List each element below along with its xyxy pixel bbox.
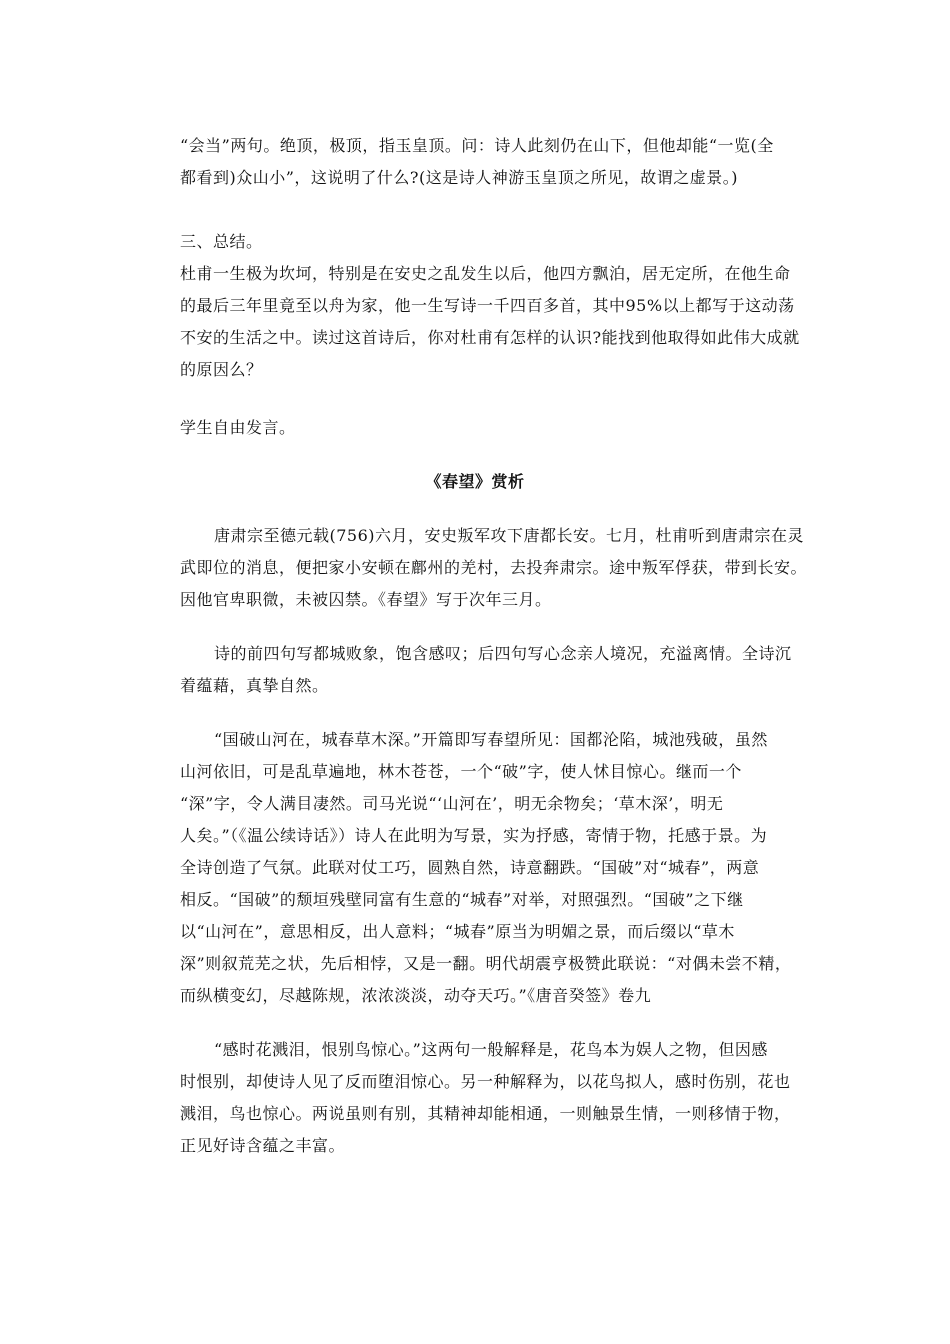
text-line: 以“山河在”，意思相反，出人意料；“城春”原当为明媚之景，而后缀以“草木: [180, 922, 735, 941]
text-line: 山河依旧，可是乱草遍地，林木苍苍，一个“破”字，使人怵目惊心。继而一个: [180, 762, 742, 781]
text-line: 着蕴藉，真挚自然。: [180, 676, 329, 695]
text-line: 不安的生活之中。读过这首诗后，你对杜甫有怎样的认识?能找到他取得如此伟大成就: [180, 328, 800, 347]
article-title: 《春望》赏析: [425, 472, 525, 491]
text-line: 诗的前四句写都城败象，饱含感叹；后四句写心念亲人境况，充溢离情。全诗沉: [214, 644, 792, 663]
text-line: 相反。“国破”的颓垣残壁同富有生意的“城春”对举，对照强烈。“国破”之下继: [180, 890, 744, 909]
text-line: “深”字，令人满目凄然。司马光说“‘山河在’，明无余物矣；‘草木深’，明无: [180, 794, 724, 813]
text-line: 都看到)众山小”，这说明了什么?(这是诗人神游玉皇顶之所见，故谓之虚景。): [180, 168, 738, 187]
text-line: “国破山河在，城春草木深。”开篇即写春望所见：国都沦陷，城池残破，虽然: [214, 730, 768, 749]
text-line: 的最后三年里竟至以舟为家，他一生写诗一千四百多首，其中95%以上都写于这动荡: [180, 296, 795, 315]
text-line: “会当”两句。绝顶，极顶，指玉皇顶。问：诗人此刻仍在山下，但他却能“一览(全: [180, 136, 774, 155]
text-line: 深”则叙荒芜之状，先后相悖，又是一翻。明代胡震亨极赞此联说：“对偶未尝不精，: [180, 954, 792, 973]
text-line: 武即位的消息，便把家小安顿在鄜州的羌村，去投奔肃宗。途中叛军俘获，带到长安。: [180, 558, 808, 577]
text-line: 而纵横变幻，尽越陈规，浓浓淡淡，动夺天巧。”《唐音癸签》卷九: [180, 986, 652, 1005]
text-line: 人矣。”（《温公续诗话》）诗人在此明为写景，实为抒感，寄情于物，托感于景。为: [180, 826, 768, 845]
text-line: 时恨别，却使诗人见了反而堕泪惊心。另一种解释为，以花鸟拟人，感时伤别，花也: [180, 1072, 791, 1091]
text-line: 因他官卑职微，未被囚禁。《春望》写于次年三月。: [180, 590, 552, 609]
text-line: 的原因么？: [180, 360, 263, 379]
text-line: 全诗创造了气氛。此联对仗工巧，圆熟自然，诗意翻跌。“国破”对“城春”，两意: [180, 858, 760, 877]
section-heading: 三、总结。: [180, 232, 263, 251]
text-line: 唐肃宗至德元载(756)六月，安史叛军攻下唐都长安。七月，杜甫听到唐肃宗在灵: [214, 526, 805, 545]
text-line: 杜甫一生极为坎坷，特别是在安史之乱发生以后，他四方飘泊，居无定所，在他生命: [180, 264, 791, 283]
text-line: 正见好诗含蕴之丰富。: [180, 1136, 346, 1155]
text-line: 学生自由发言。: [180, 418, 296, 437]
text-line: “感时花溅泪，恨别鸟惊心。”这两句一般解释是，花鸟本为娱人之物，但因感: [214, 1040, 768, 1059]
text-line: 溅泪，鸟也惊心。两说虽则有别，其精神却能相通，一则触景生情，一则移情于物，: [180, 1104, 791, 1123]
